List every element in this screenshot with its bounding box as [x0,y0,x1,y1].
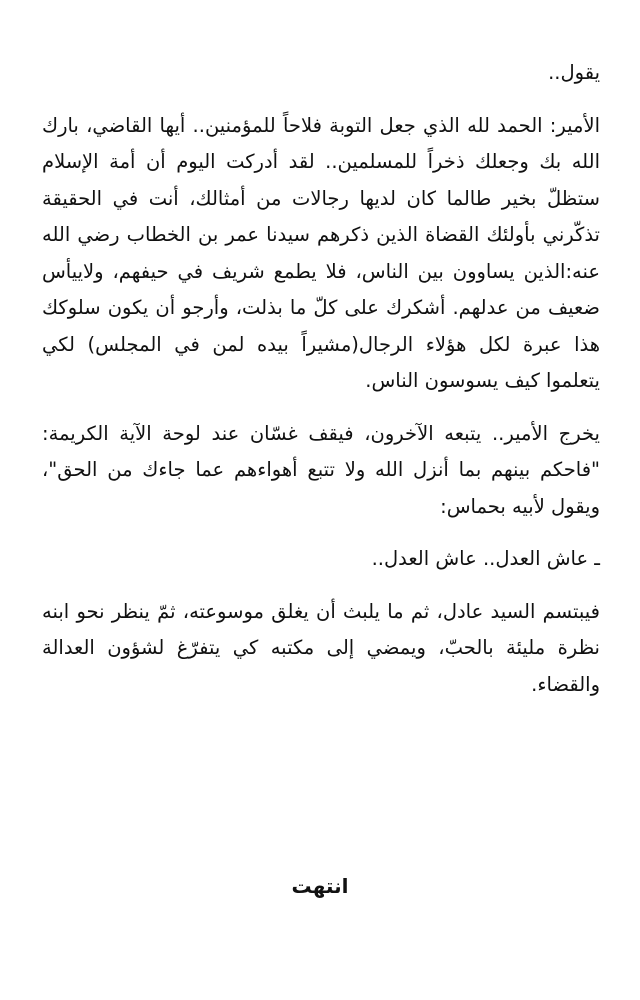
paragraph-emir-speech: الأمير: الحمد لله الذي جعل التوبة فلاحاً للمؤمنين.. أيها القاضي، بارك الله بك وجعلك ذخراً للمسلمين.. لقد أدركت اليوم أن أمة الإسلام ستظلّ بخير طالما كان لديها رجالات من أمثالك، أنت في الحقيقة تذكّرني بأولئك القضاة الذين ذكرهم سيدنا عمر بن الخطاب رضي الله عنه:الذين يساوون بين الناس، فلا يطمع شريف في حيفهم، ولاييأس ضعيف من عدلهم. أشكرك على كلّ ما بذلت، وأرجو أن يكون سلوكك هذا عبرة لكل هؤلاء الرجال(مشيراً بيده لمن في المجلس) لكي يتعلموا كيف يسوسون الناس. [42,113,600,392]
ending-title: انتهت [291,874,349,898]
page-body-text [42,55,600,703]
paragraph-exclamation: ـ عاش العدل.. عاش العدل.. [371,547,600,570]
paragraph-exit-scene: يخرج الأمير.. يتبعه الآخرون، فيقف غسّان عند لوحة الآية الكريمة: "فاحكم بينهم بما أنزل الله ولا تتبع أهواءهم عما جاءك من الحق"، ويقول لأبيه بحماس: [42,421,600,518]
paragraph-closing: فيبتسم السيد عادل، ثم ما يلبث أن يغلق موسوعته، ثمّ ينظر نحو ابنه نظرة مليئة بالحبّ، ويمضي إلى مكتبه كي يتفرّغ لشؤون العدالة والقضاء. [42,599,600,696]
paragraph-intro: يقول.. [548,61,600,84]
